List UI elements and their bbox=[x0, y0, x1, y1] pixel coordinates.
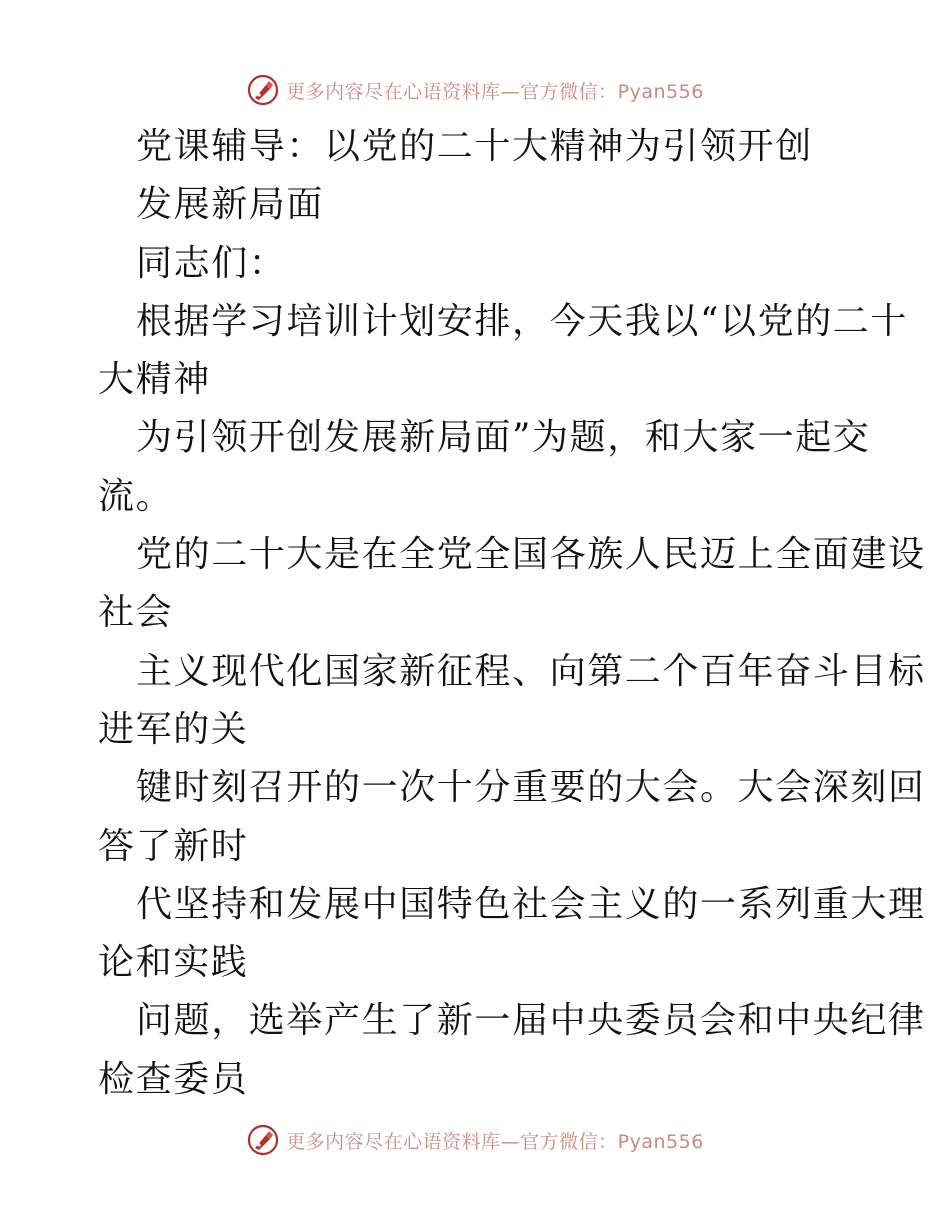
header-banner-text: 更多内容尽在心语资料库—官方微信：Pyan556 bbox=[286, 80, 704, 103]
paragraph-line: 论和实践 bbox=[98, 942, 249, 984]
document-title-line-2: 发展新局面 bbox=[136, 184, 325, 226]
pen-nib-logo-icon bbox=[246, 73, 280, 107]
paragraph-line: 问题，选举产生了新一届中央委员会和中央纪律 bbox=[136, 1000, 926, 1042]
paragraph-line: 检查委员 bbox=[98, 1058, 249, 1100]
footer-banner-text: 更多内容尽在心语资料库—官方微信：Pyan556 bbox=[286, 1130, 704, 1153]
paragraph-line: 代坚持和发展中国特色社会主义的一系列重大理 bbox=[136, 883, 926, 925]
document-body bbox=[98, 118, 926, 1109]
paragraph-line: 主义现代化国家新征程、向第二个百年奋斗目标 bbox=[136, 650, 926, 692]
paragraph-line: 社会 bbox=[98, 592, 174, 634]
paragraph-line: 答了新时 bbox=[98, 825, 249, 867]
paragraph-line: 为引领开创发展新局面”为题，和大家一起交 bbox=[136, 417, 871, 459]
paragraph-line: 进军的关 bbox=[98, 708, 249, 750]
salutation: 同志们： bbox=[136, 242, 287, 284]
paragraph-line: 党的二十大是在全党全国各族人民迈上全面建设 bbox=[136, 534, 926, 576]
paragraph-line: 键时刻召开的一次十分重要的大会。大会深刻回 bbox=[136, 767, 926, 809]
footer-banner bbox=[0, 1120, 950, 1160]
paragraph-line: 大精神 bbox=[98, 359, 211, 401]
pen-nib-logo-icon bbox=[246, 1123, 280, 1157]
document-title-line-1: 党课辅导：以党的二十大精神为引领开创 bbox=[136, 126, 813, 167]
paragraph-line: 根据学习培训计划安排，今天我以“以党的二十 bbox=[136, 300, 909, 342]
header-banner bbox=[0, 70, 950, 110]
paragraph-line: 流。 bbox=[98, 475, 174, 517]
